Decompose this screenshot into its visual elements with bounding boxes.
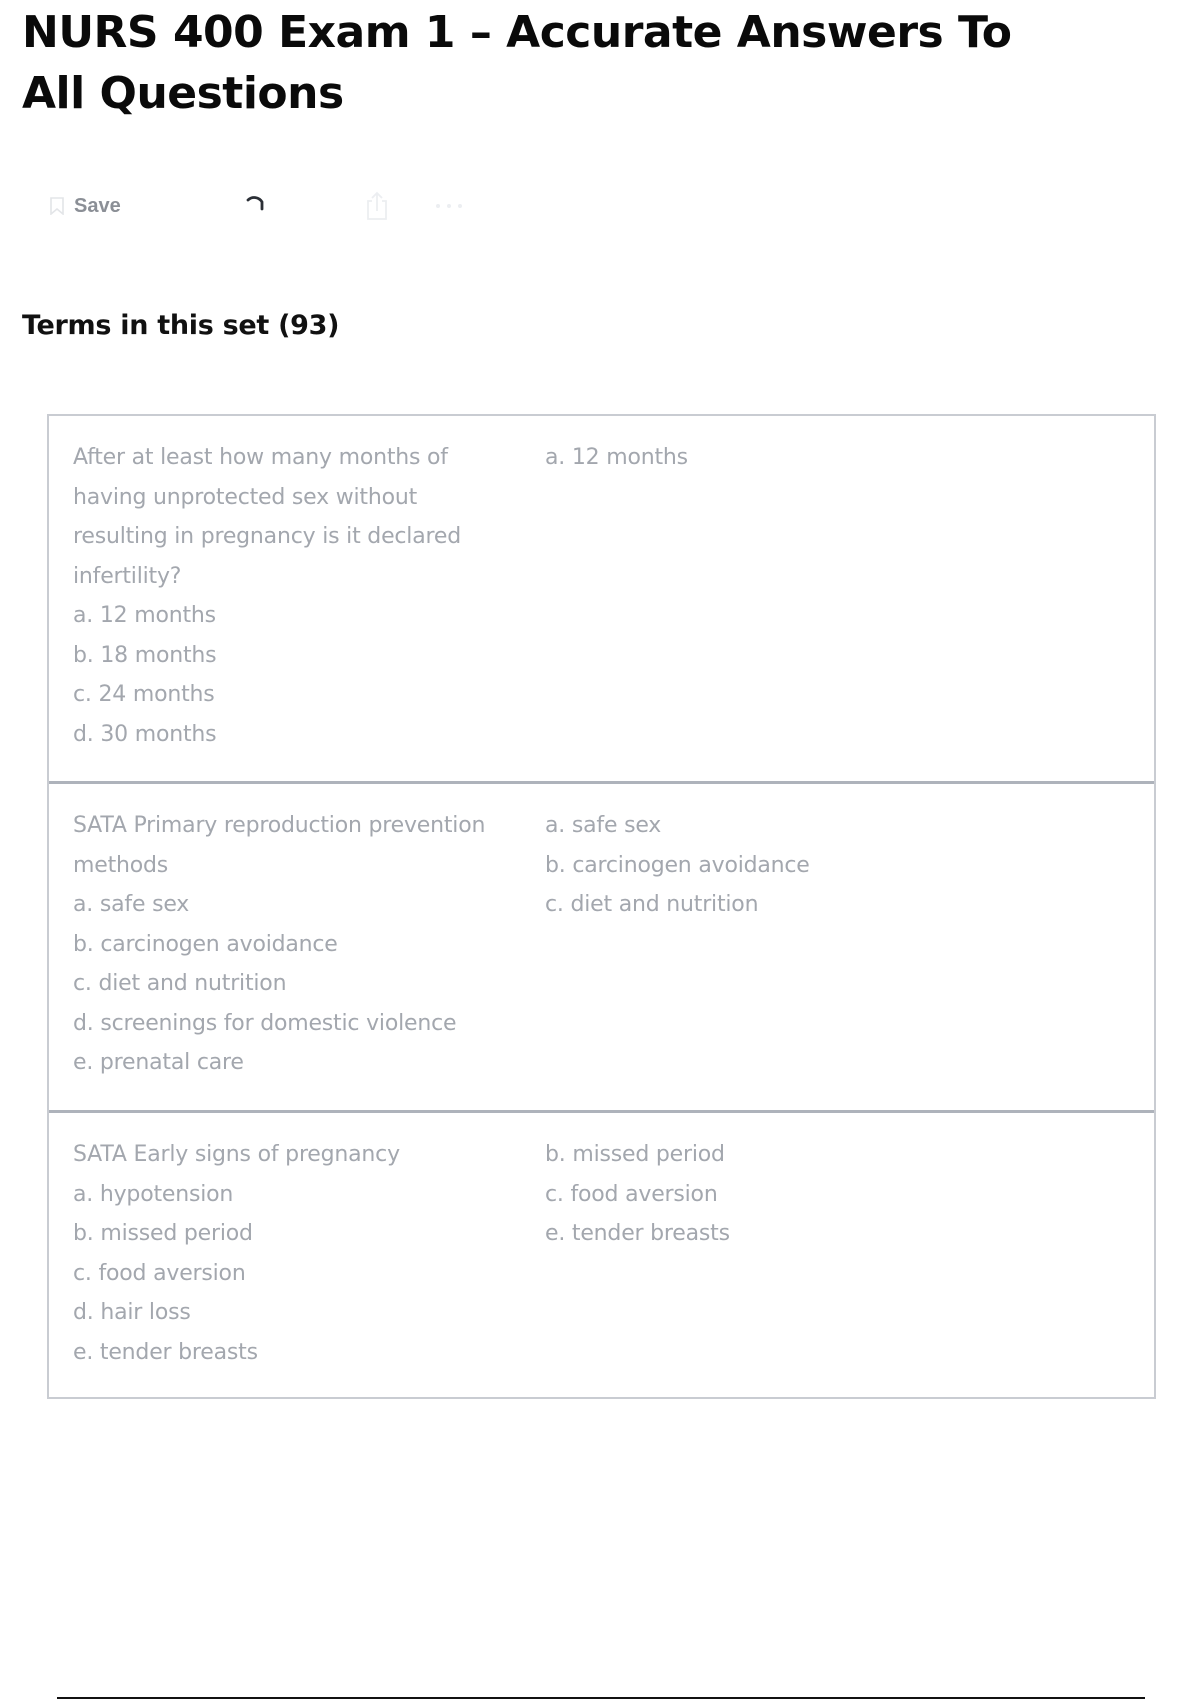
share-button[interactable]: [364, 188, 390, 224]
term-line: After at least how many months of: [73, 445, 448, 470]
term-line: e. tender breasts: [73, 1339, 258, 1365]
term-line: d. hair loss: [73, 1300, 191, 1325]
definition-line: a. safe sex: [545, 813, 662, 838]
term-line: c. food aversion: [73, 1260, 246, 1286]
term-line: b. carcinogen avoidance: [73, 931, 338, 957]
term-line: e. prenatal care: [73, 1050, 244, 1075]
definition-side: [545, 438, 1130, 757]
flashcard-list: [47, 414, 1156, 1399]
term-line: d. 30 months: [73, 721, 217, 747]
more-options-icon: [434, 202, 464, 210]
term-line: SATA Primary reproduction prevention: [73, 813, 486, 838]
definition-line: c. diet and nutrition: [545, 892, 759, 917]
term-line: SATA Early signs of pregnancy: [73, 1142, 400, 1167]
term-line: b. 18 months: [73, 642, 217, 668]
definition-side: [545, 806, 1130, 1086]
flashcard: [49, 1110, 1154, 1397]
bottom-divider: [57, 1697, 1145, 1699]
terms-count-heading: Terms in this set (93): [22, 310, 340, 341]
term-line: a. hypotension: [73, 1181, 234, 1207]
share-icon: [364, 191, 390, 221]
term-line: c. diet and nutrition: [73, 971, 287, 996]
term-line: a. safe sex: [73, 892, 190, 917]
definition-line: c. food aversion: [545, 1181, 718, 1207]
definition-line: e. tender breasts: [545, 1221, 730, 1246]
save-button-label: Save: [74, 194, 121, 217]
more-options-button[interactable]: [434, 188, 464, 224]
definition-side: [545, 1135, 1130, 1373]
term-side: [73, 1135, 545, 1373]
definition-line: b. missed period: [545, 1142, 725, 1167]
term-line: infertility?: [73, 563, 182, 589]
loading-spinner-icon: [242, 192, 270, 220]
term-side: [73, 806, 545, 1086]
bookmark-icon: [50, 197, 64, 215]
term-side: [73, 438, 545, 757]
term-line: resulting in pregnancy is it declared: [73, 524, 461, 549]
term-line: d. screenings for domestic violence: [73, 1010, 457, 1036]
definition-line: a. 12 months: [545, 445, 688, 470]
flashcard: [49, 416, 1154, 781]
term-line: having unprotected sex without: [73, 484, 418, 510]
definition-line: b. carcinogen avoidance: [545, 852, 810, 878]
term-line: methods: [73, 852, 169, 878]
flashcard: [49, 781, 1154, 1110]
page-title: NURS 400 Exam 1 – Accurate Answers To All Questions: [22, 7, 1012, 119]
term-line: a. 12 months: [73, 603, 216, 628]
term-line: b. missed period: [73, 1221, 253, 1246]
save-button[interactable]: [50, 188, 121, 224]
set-toolbar: [50, 188, 550, 228]
term-line: c. 24 months: [73, 682, 215, 707]
